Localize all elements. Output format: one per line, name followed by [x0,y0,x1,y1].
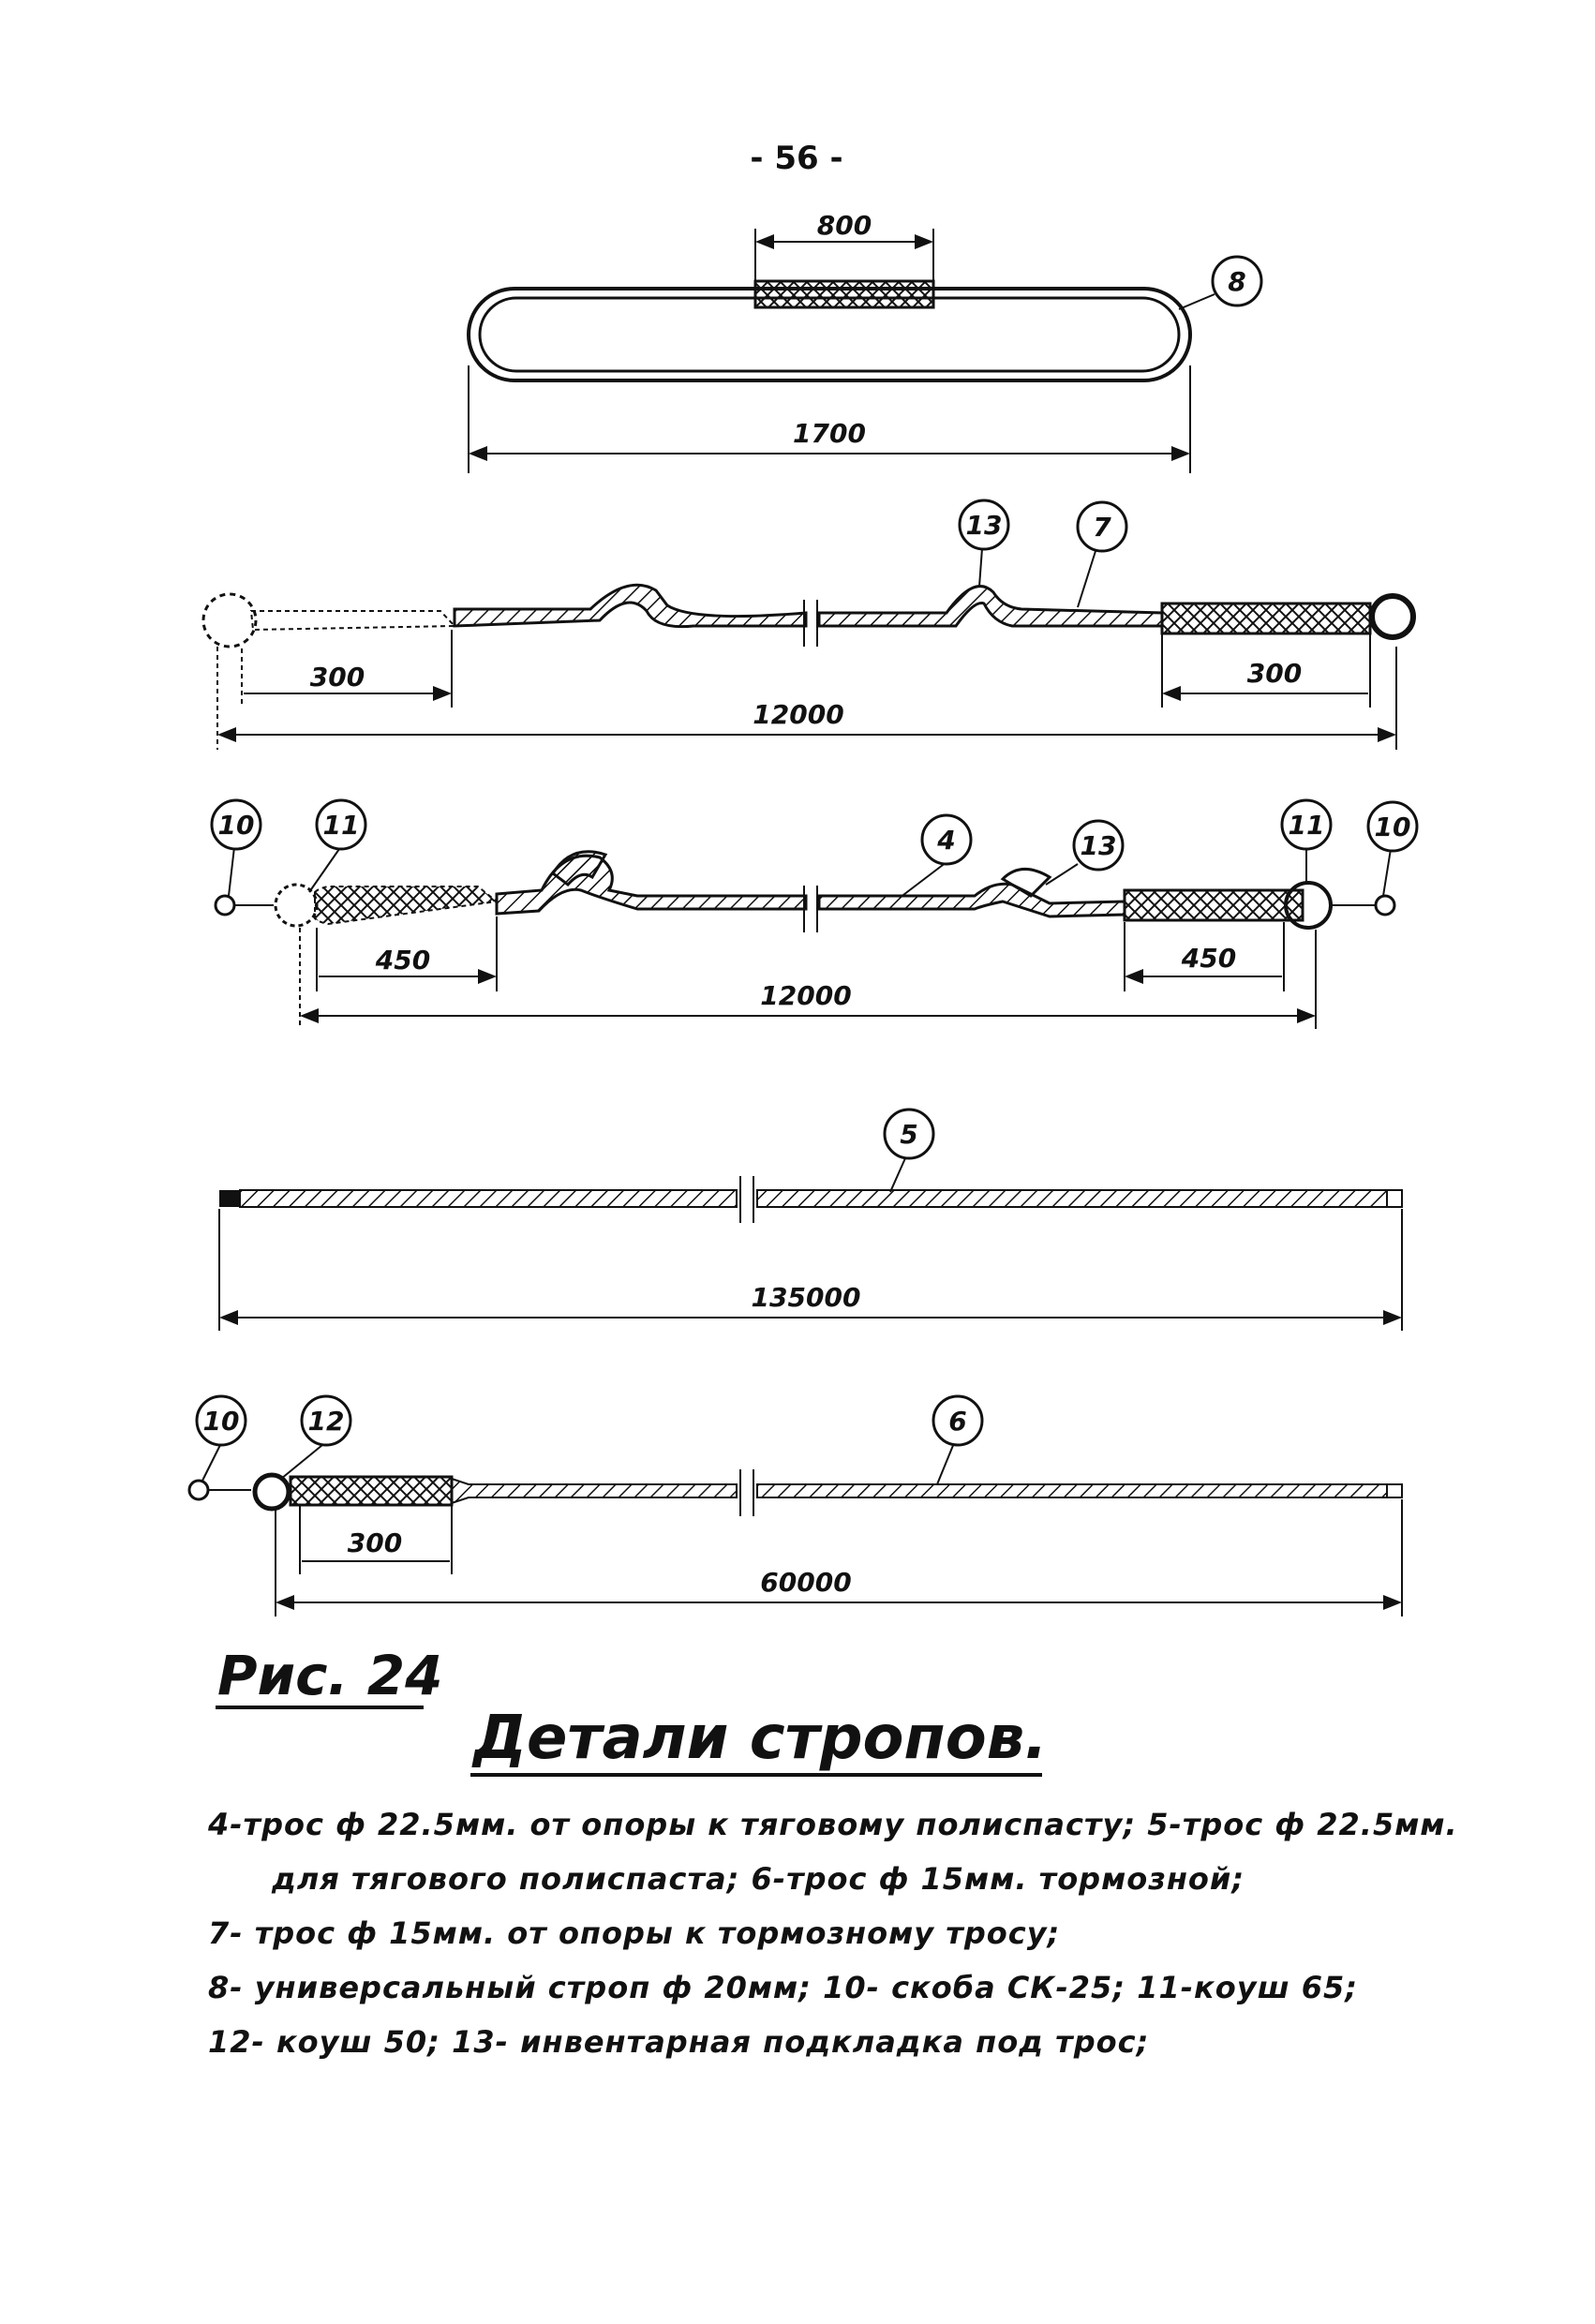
sling-4-left-splice-dim: 450 [375,945,431,976]
sling-6-drawing [189,1396,1402,1616]
callout-12-label: 12 [307,1406,345,1437]
figure-label: Рис. 24 [217,1644,443,1707]
sling-4-right-splice-dim: 450 [1181,943,1237,974]
legend-line-2: для тягового полиспаста; 6-трос ф 15мм. тормозной; [272,1861,1245,1897]
sling-6-length-dim: 60000 [760,1567,852,1598]
sling-8-splice-dim: 800 [816,210,872,241]
sling-8-splice [755,281,933,307]
sling-6-splice-dim: 300 [347,1527,403,1558]
legend-line-5: 12- коуш 50; 13- инвентарная подкладка под трос; [208,2024,1150,2060]
callout-13-b-label: 13 [1080,830,1117,861]
callout-10-b-label: 10 [202,1406,240,1437]
callout-11-right-label: 11 [1288,810,1325,841]
sling-8-length-dim: 1700 [793,418,866,449]
callout-6-label: 6 [948,1406,967,1437]
callout-7-label: 7 [1093,512,1111,543]
figure-title: Детали стропов. [473,1704,1048,1773]
sling-5-drawing [219,1110,1402,1331]
sling-8-drawing [469,210,1261,473]
sling-7-length-dim: 12000 [753,699,844,730]
callout-8-label: 8 [1228,266,1246,297]
legend [207,1807,1458,2060]
sling-7-right-splice-dim: 300 [1246,658,1303,689]
callout-11-left-label: 11 [322,810,360,841]
sling-5-length-dim: 135000 [751,1282,861,1313]
callout-4-label: 4 [937,825,956,856]
callout-10-left-label: 10 [217,810,255,841]
sling-7-left-splice-dim: 300 [309,662,365,693]
legend-line-4: 8- универсальный строп ф 20мм; 10- скоба СК-25; 11-коуш 65; [208,1970,1359,2005]
callout-10-right-label: 10 [1374,812,1411,842]
callout-13-label: 13 [965,510,1003,541]
page-number: - 56 - [750,140,843,177]
sling-7-drawing [203,500,1413,750]
legend-line-3: 7- трос ф 15мм. от опоры к тормозному тросу; [208,1915,1061,1951]
sling-4-length-dim: 12000 [760,980,852,1011]
sling-4-drawing [212,800,1417,1029]
callout-5-label: 5 [900,1119,918,1150]
legend-line-1: 4-трос ф 22.5мм. от опоры к тяговому полиспасту; 5-трос ф 22.5мм. [208,1807,1458,1842]
